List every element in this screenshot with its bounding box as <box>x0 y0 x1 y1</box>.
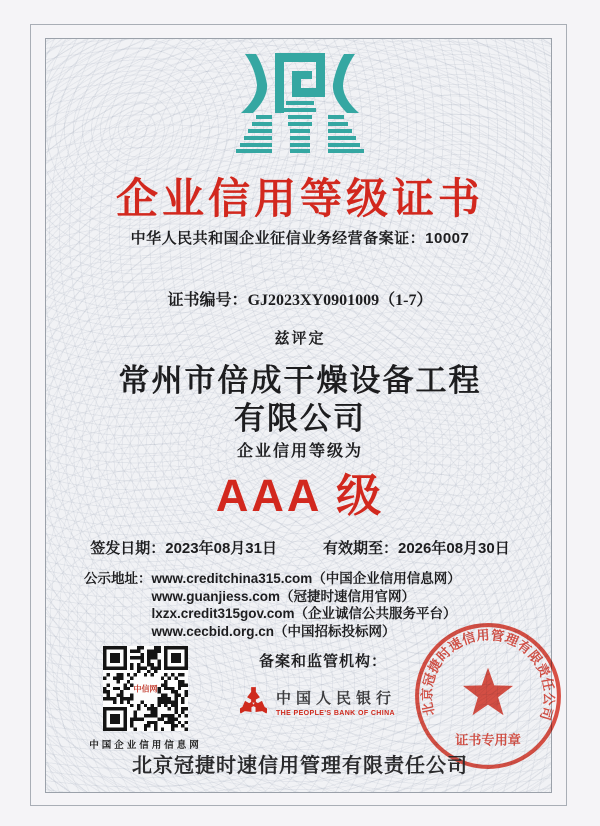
certificate-number-line <box>0 287 600 310</box>
regulator-block <box>228 650 418 671</box>
company-name <box>0 362 600 438</box>
issuer-company-name: 北京冠捷时速信用管理有限责任公司 <box>132 755 468 777</box>
company-name-line2: 有限公司 <box>234 401 366 436</box>
issue-date: 签发日期：2023年08月31日 <box>90 540 277 557</box>
certificate-number-label: 证书编号： <box>167 292 248 309</box>
filing-no-subtitle: 中华人民共和国企业征信业务经营备案证：10007 <box>130 230 470 247</box>
qr-center-stamp: 中信网 <box>133 684 158 693</box>
pboc-name-cn: 中国人民银行 <box>276 691 397 707</box>
rating-intro-text: 企业信用等级为 <box>236 443 363 460</box>
publicity-label: 公示地址： <box>84 571 152 586</box>
seal-ring-text: 北京冠捷时速信用管理有限责任公司 <box>419 627 557 723</box>
pboc-block <box>240 686 396 718</box>
publicity-url-4: www.cecbid.org.cn（中国招标投标网） <box>151 623 396 639</box>
pboc-name-en: THE PEOPLE'S BANK OF CHINA <box>276 710 396 717</box>
rating-grade: AAA 级 <box>215 470 385 521</box>
qr-code <box>103 646 188 731</box>
pboc-emblem-icon <box>240 686 267 718</box>
company-name-line1: 常州市倍成干燥设备工程 <box>118 363 482 398</box>
publicity-url-1: www.creditchina315.com（中国企业信用信息网） <box>151 571 461 586</box>
hereby-assessed-text: 兹评定 <box>274 330 326 347</box>
qr-block <box>89 646 202 751</box>
certificate-number-value: GJ2023XY0901009（1-7） <box>247 292 433 309</box>
dates-row <box>0 537 600 558</box>
regulator-label: 备案和监管机构： <box>258 653 387 670</box>
seal-bottom-text: 证书专用章 <box>455 732 521 748</box>
valid-until-date: 有效期至：2026年08月30日 <box>323 540 510 557</box>
seal-star-icon <box>463 668 513 716</box>
certificate-title: 企业信用等级证书 <box>115 175 484 222</box>
qr-caption: 中国企业信用信息网 <box>89 740 202 751</box>
publicity-url-3: lxzx.credit315gov.com（企业诚信公共服务平台） <box>151 606 457 621</box>
publicity-block <box>84 570 461 640</box>
publicity-url-2: www.guanjiess.com（冠捷时速信用官网） <box>151 588 416 604</box>
guanjie-logo-icon <box>220 53 380 153</box>
